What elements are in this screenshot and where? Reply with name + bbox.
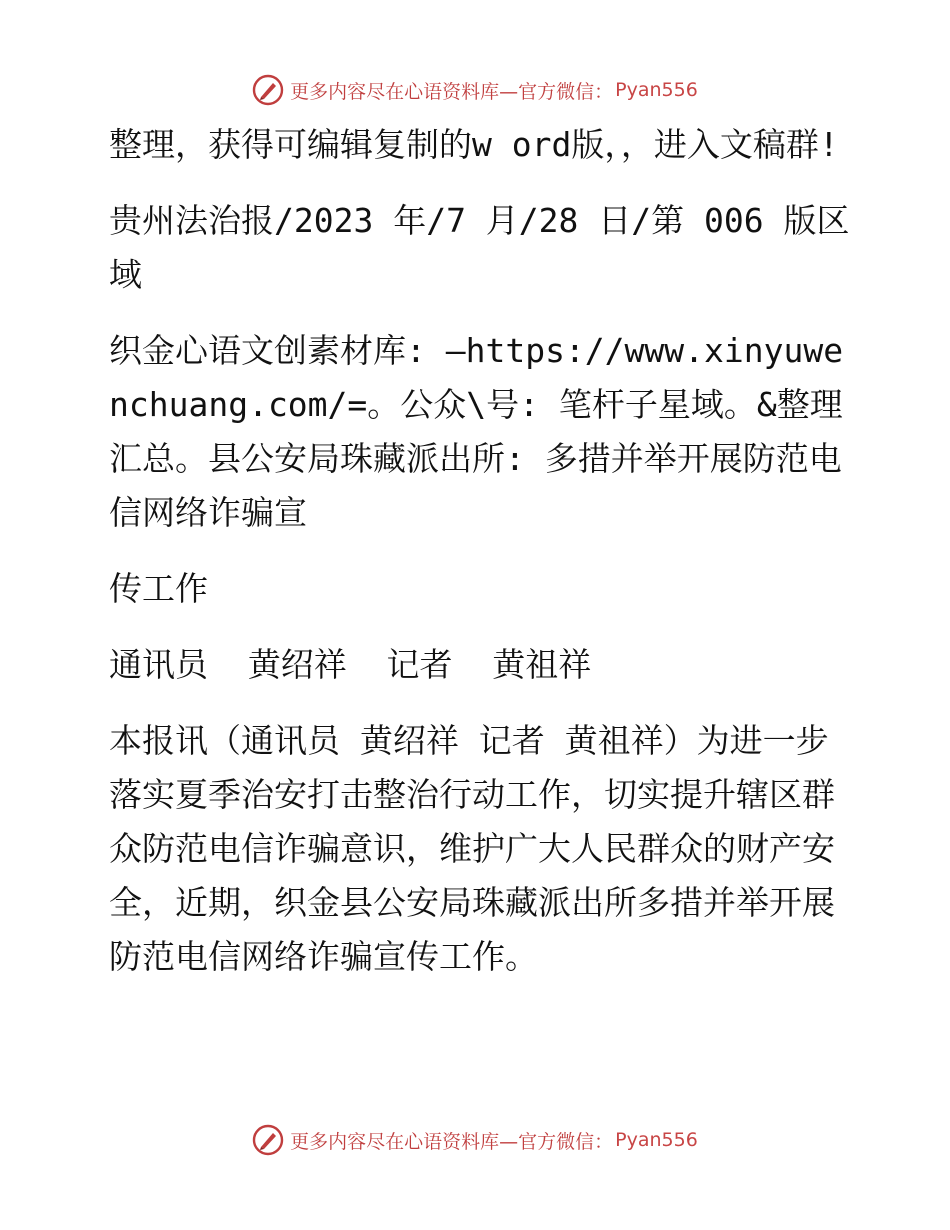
footer-banner-account: Pyan556	[615, 1129, 698, 1151]
header-banner-text: 更多内容尽在心语资料库—官方微信：	[290, 80, 614, 103]
pen-logo-icon	[252, 74, 284, 106]
paragraph-byline: 通讯员 黄绍祥 记者 黄祖祥	[109, 645, 592, 684]
document-body	[97, 118, 857, 984]
paragraph-body: 本报讯（通讯员 黄绍祥 记者 黄祖祥）为进一步落实夏季治安打击整治行动工作，切实提升辖区群众防范电信诈骗意识，维护广大人民群众的财产安全，近期，织金县公安局珠藏派出所多措并举开展防范电信网络诈骗宣传工作。	[109, 721, 835, 976]
header-banner-account: Pyan556	[615, 79, 698, 101]
footer-banner-text: 更多内容尽在心语资料库—官方微信：	[290, 1130, 614, 1153]
paragraph-intro: 整理，获得可编辑复制的w ord版，，进入文稿群!	[109, 125, 839, 164]
header-banner	[0, 70, 950, 110]
pen-logo-icon	[252, 1124, 284, 1156]
footer-banner	[0, 1120, 950, 1160]
paragraph-source: 贵州法治报/2023 年/7 月/28 日/第 006 版区域	[109, 201, 850, 294]
paragraph-title-cont: 传工作	[109, 569, 208, 608]
paragraph-title: 织金心语文创素材库: —https://www.xinyuwenchuang.com/=。公众\号: 笔杆子星域。&整理汇总。县公安局珠藏派出所: 多措并举开展防范电信网络诈骗宣	[109, 331, 844, 532]
